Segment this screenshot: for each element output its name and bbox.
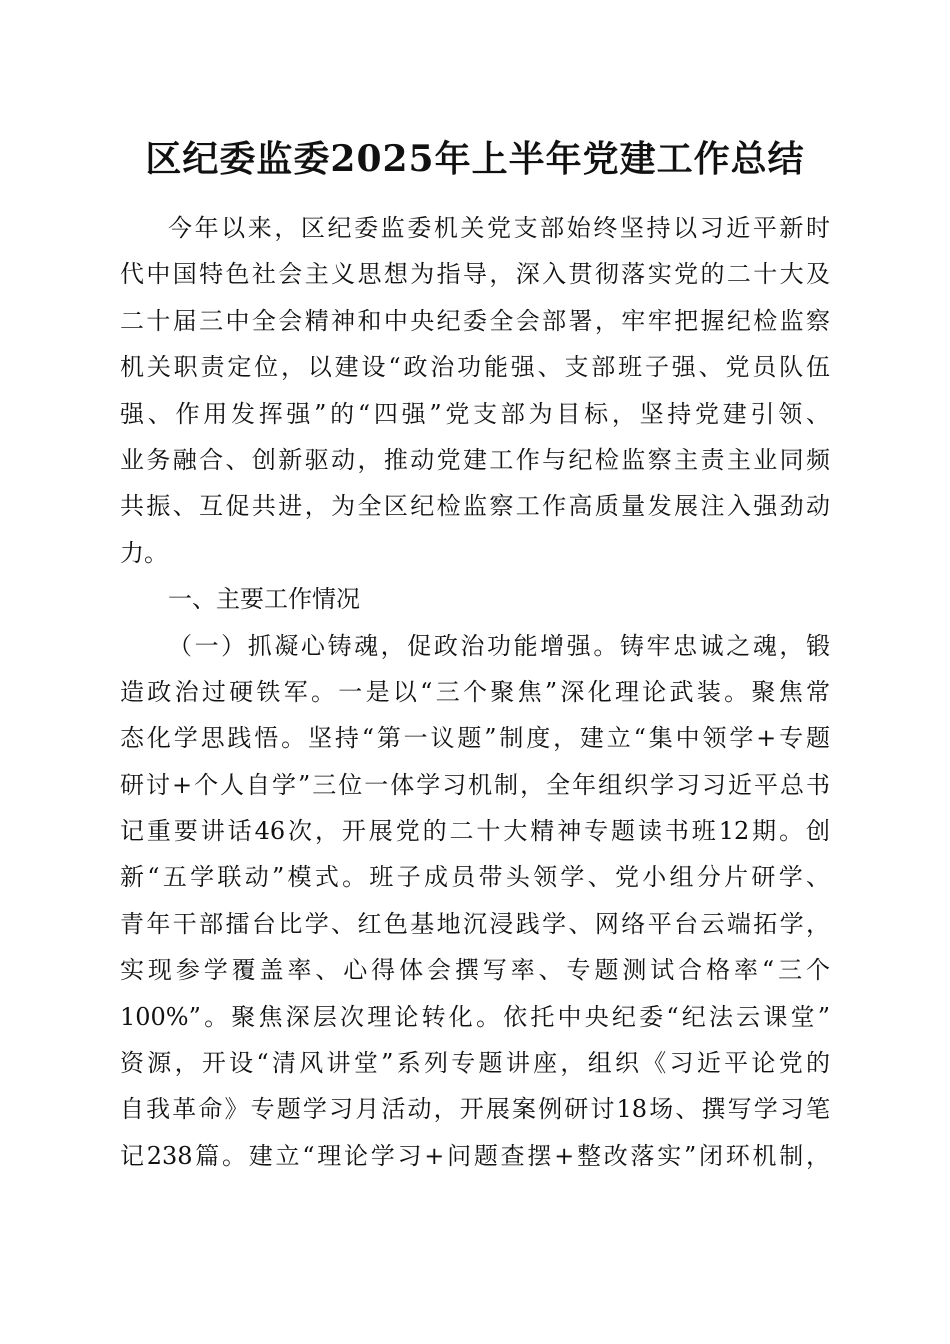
paragraph-line: 业务融合、创新驱动，推动党建工作与纪检监察主责主业同频 — [120, 445, 830, 474]
paragraph-line: 研讨+个人自学”三位一体学习机制，全年组织学习习近平总书 — [120, 770, 830, 799]
paragraph-line: 实现参学覆盖率、心得体会撰写率、专题测试合格率“三个 — [120, 956, 830, 985]
paragraph-line: 造政治过硬铁军。一是以“三个聚焦”深化理论武装。聚焦常 — [120, 677, 830, 706]
paragraph-line: 态化学思践悟。坚持“第一议题”制度，建立“集中领学+专题 — [120, 724, 830, 753]
paragraph-line: 新“五学联动”模式。班子成员带头领学、党小组分片研学、 — [120, 863, 830, 892]
paragraph-line: 资源，开设“清风讲堂”系列专题讲座，组织《习近平论党的 — [120, 1049, 830, 1078]
paragraph-line: 共振、互促共进，为全区纪检监察工作高质量发展注入强劲动 — [120, 492, 830, 521]
paragraph-line: 自我革命》专题学习月活动，开展案例研讨18场、撰写学习笔 — [120, 1095, 830, 1124]
document-title: 区纪委监委2025年上半年党建工作总结 — [145, 138, 805, 180]
paragraph-line: 力。 — [120, 538, 168, 567]
paragraph-line: （一）抓凝心铸魂，促政治功能增强。铸牢忠诚之魂，锻 — [168, 631, 830, 660]
paragraph-line: 青年干部擂台比学、红色基地沉浸践学、网络平台云端拓学， — [120, 909, 830, 938]
paragraph-line: 机关职责定位，以建设“政治功能强、支部班子强、党员队伍 — [120, 353, 830, 382]
paragraph-line: 今年以来，区纪委监委机关党支部始终坚持以习近平新时 — [168, 214, 830, 242]
paragraph-line: 100%”。聚焦深层次理论转化。依托中央纪委“纪法云课堂” — [120, 1002, 830, 1031]
paragraph-line: 记238篇。建立“理论学习+问题查摆+整改落实”闭环机制， — [120, 1141, 830, 1170]
paragraph-line: 记重要讲话46次，开展党的二十大精神专题读书班12期。创 — [120, 817, 830, 846]
paragraph-line: 代中国特色社会主义思想为指导，深入贯彻落实党的二十大及 — [120, 260, 830, 289]
document-body — [120, 205, 830, 1179]
section-heading: 一、主要工作情况 — [168, 585, 360, 614]
paragraph-line: 二十届三中全会精神和中央纪委全会部署，牢牢把握纪检监察 — [120, 306, 830, 335]
paragraph-line: 强、作用发挥强”的“四强”党支部为目标，坚持党建引领、 — [120, 399, 830, 428]
